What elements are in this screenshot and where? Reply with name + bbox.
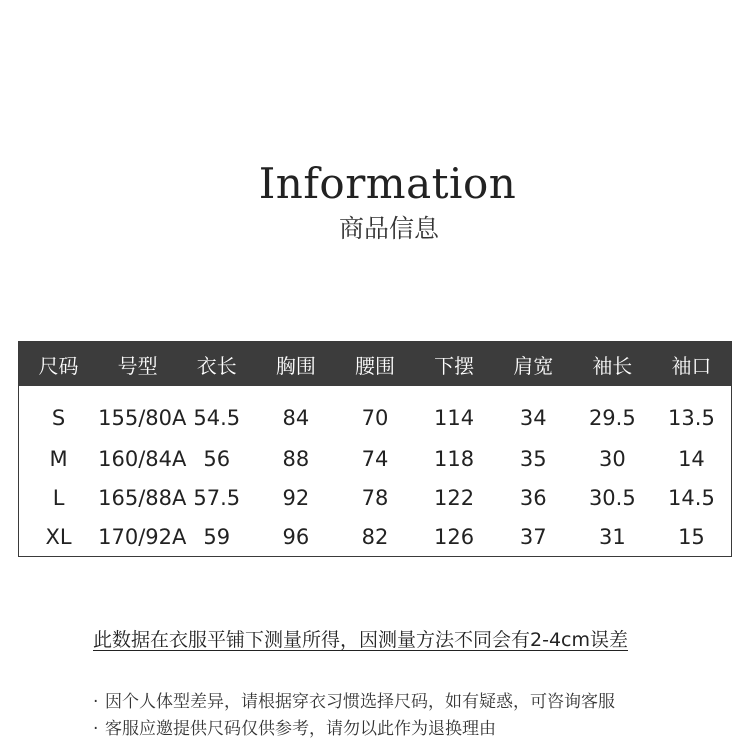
- table-row: [19, 439, 731, 478]
- table-cell: 35: [519, 446, 547, 471]
- table-cell: 160/84A: [98, 446, 187, 471]
- column-header-length: 衣长: [177, 342, 256, 386]
- column-header-chest: 胸围: [256, 342, 335, 386]
- table-cell: 114: [434, 405, 475, 430]
- title-en: Information: [258, 159, 517, 208]
- table-cell: 13.5: [668, 405, 715, 430]
- table-cell: 170/92A: [98, 524, 187, 549]
- column-header-cuff: 袖口: [652, 342, 731, 386]
- table-cell: 30.5: [588, 485, 636, 510]
- table-cell: 78: [361, 485, 389, 510]
- table-cell: XL: [45, 524, 72, 549]
- table-cell: 37: [519, 524, 547, 549]
- table-cell: 14: [678, 446, 705, 471]
- table-cell: 155/80A: [98, 405, 187, 430]
- table-cell: S: [51, 405, 66, 430]
- size-table-container: [18, 341, 732, 557]
- table-row: [19, 517, 731, 556]
- measurement-note: 此数据在衣服平铺下测量所得，因测量方法不同会有2-4cm误差: [93, 629, 628, 651]
- column-header-hem: 下摆: [415, 342, 494, 386]
- table-cell: 34: [519, 405, 547, 430]
- table-cell: 29.5: [588, 405, 636, 430]
- table-cell: 84: [282, 405, 310, 430]
- tip-item: [93, 716, 615, 743]
- column-header-size: 尺码: [19, 342, 98, 386]
- bullet: ·: [93, 719, 99, 739]
- table-row: [19, 386, 731, 439]
- table-cell: 57.5: [193, 485, 241, 510]
- column-header-waist: 腰围: [335, 342, 414, 386]
- table-cell: 92: [282, 485, 310, 510]
- size-table: [19, 342, 731, 556]
- column-header-fit: 号型: [98, 342, 177, 386]
- table-cell: 15: [678, 524, 705, 549]
- table-cell: 14.5: [668, 485, 715, 510]
- table-cell: 54.5: [193, 405, 241, 430]
- table-cell: 31: [598, 524, 626, 549]
- table-cell: 30: [598, 446, 626, 471]
- bullet: ·: [93, 692, 99, 712]
- tip-item: [93, 689, 615, 716]
- table-cell: 96: [282, 524, 310, 549]
- table-cell: M: [49, 446, 68, 471]
- table-cell: 56: [203, 446, 231, 471]
- tips-list: [93, 689, 615, 743]
- table-cell: 88: [282, 446, 310, 471]
- table-cell: 126: [434, 524, 475, 549]
- table-cell: 118: [434, 446, 475, 471]
- column-header-shoulder: 肩宽: [494, 342, 573, 386]
- table-cell: 59: [203, 524, 231, 549]
- table-cell: 165/88A: [98, 485, 187, 510]
- table-cell: 36: [519, 485, 547, 510]
- tip-text: 客服应邀提供尺码仅供参考，请勿以此作为退换理由: [105, 719, 496, 739]
- column-header-sleeve-length: 袖长: [573, 342, 652, 386]
- table-cell: 122: [434, 485, 475, 510]
- table-header-row: [19, 342, 731, 386]
- title-cn: 商品信息: [338, 214, 439, 243]
- table-row: [19, 478, 731, 517]
- table-cell: 74: [361, 446, 389, 471]
- tip-text: 因个人体型差异，请根据穿衣习惯选择尺码，如有疑惑，可咨询客服: [105, 692, 615, 712]
- table-cell: 82: [361, 524, 389, 549]
- table-cell: 70: [361, 405, 389, 430]
- table-cell: L: [52, 485, 65, 510]
